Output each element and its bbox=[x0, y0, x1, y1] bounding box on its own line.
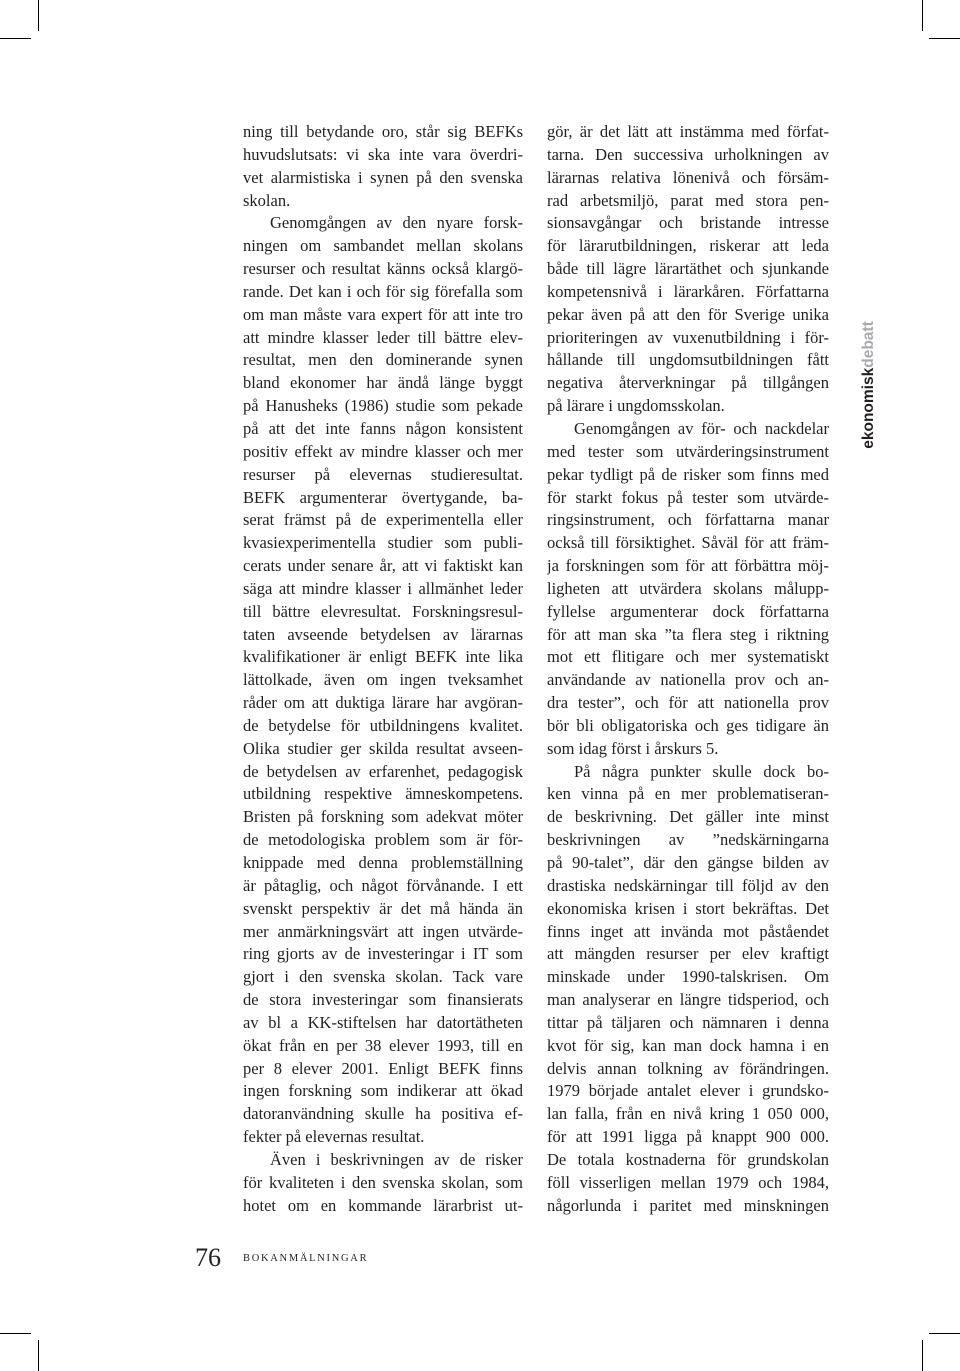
text-line: rad arbetsmiljö, parat med stora pen- bbox=[547, 190, 829, 210]
text-line: 1979 började antalet elever i grundsko- bbox=[547, 1081, 829, 1101]
text-line: någorlunda i paritet med minskningen bbox=[547, 1195, 829, 1215]
text-line: beskrivningen av ”nedskärningarna bbox=[547, 830, 829, 850]
text-line: de beskrivning. Det gäller inte minst bbox=[547, 807, 829, 827]
text-line: råder om att duktiga lärare har avgöran- bbox=[243, 693, 523, 713]
text-line: på att det inte fanns någon konsistent bbox=[243, 418, 523, 438]
text-line: positiv effekt av mindre klasser och mer bbox=[243, 441, 523, 461]
text-line: kompetensnivå i lärarkåren. Författarna bbox=[547, 281, 829, 301]
text-line: skolan. bbox=[243, 190, 291, 210]
journal-logo-part1: ekonomisk bbox=[860, 367, 877, 449]
text-line: med tester som utvärderingsinstrument bbox=[547, 441, 829, 461]
text-line: pekar tydligt på de risker som finns med bbox=[547, 464, 829, 484]
text-line: Olika studier ger skilda resultat avseen- bbox=[243, 738, 523, 758]
text-line: för starkt fokus på tester som utvärde- bbox=[547, 487, 829, 507]
text-line: hotet om en kommande lärarbrist ut- bbox=[243, 1195, 523, 1215]
text-line: drastiska nedskärningar till följd av den bbox=[547, 875, 829, 895]
text-line: fyllelse argumenterar dock författarna bbox=[547, 601, 829, 621]
crop-mark bbox=[0, 38, 31, 39]
text-line: tittar på täljaren och nämnaren i denna bbox=[547, 1012, 829, 1032]
text-line: för kvaliteten i den svenska skolan, som bbox=[243, 1172, 523, 1192]
text-line: till bättre elevresultat. Forskningsresul- bbox=[243, 601, 523, 621]
crop-mark bbox=[929, 38, 960, 39]
text-line: minskade under 1990-talskrisen. Om bbox=[547, 967, 829, 987]
text-line: de metodologiska problem som är för- bbox=[243, 830, 523, 850]
text-line: bör bli obligatoriska och ges tidigare än bbox=[547, 715, 829, 735]
text-line: ken vinna på en mer problematiseran- bbox=[547, 784, 829, 804]
text-line: På några punkter skulle dock bo- bbox=[574, 761, 829, 781]
section-label: BOKANMÄLNINGAR bbox=[243, 1253, 369, 1264]
text-line: ning till betydande oro, står sig BEFKs bbox=[243, 122, 523, 141]
text-line: är påtaglig, och något förvånande. I ett bbox=[243, 875, 523, 895]
text-line: de betydelse för utbildningens kvalitet. bbox=[243, 715, 523, 735]
text-line: BEFK argumenterar övertygande, ba- bbox=[243, 487, 523, 507]
text-line: resultat, men den dominerande synen bbox=[243, 350, 523, 370]
text-line: sionsavgångar och bristande intresse bbox=[547, 213, 829, 233]
text-line: knippade med denna problemställning bbox=[243, 853, 523, 872]
text-line: föll visserligen mellan 1979 och 1984, bbox=[547, 1172, 829, 1192]
text-line: ligheten att utvärdera skolans målupp- bbox=[547, 578, 829, 598]
text-line: gjort i den svenska skolan. Tack vare bbox=[243, 967, 523, 987]
text-line: av bl a KK-stiftelsen har datortätheten bbox=[243, 1012, 523, 1032]
crop-mark bbox=[922, 0, 923, 31]
journal-logo bbox=[858, 315, 880, 455]
text-line: mer anmärkningsvärt att ingen utvärde- bbox=[243, 921, 523, 941]
text-line: serat främst på de experimentella eller bbox=[243, 510, 523, 530]
text-column-right bbox=[547, 121, 829, 1218]
text-line: de stora investeringar som finansierats bbox=[243, 990, 523, 1010]
text-line: prioriteringen av vuxenutbildning i för- bbox=[547, 327, 829, 347]
text-line: för att 1991 ligga på knappt 900 000. bbox=[547, 1127, 829, 1147]
text-line: delvis annan tolkning av förändringen. bbox=[547, 1058, 829, 1078]
text-line: kvot för sig, kan man dock hamna i en bbox=[547, 1035, 829, 1055]
text-line: ingen forskning som indikerar att ökad bbox=[243, 1081, 523, 1101]
text-line: om man måste vara expert för att inte tro bbox=[243, 304, 523, 324]
text-line: ringsinstrument, och författarna manar bbox=[547, 510, 829, 530]
text-line: också till försiktighet. Såväl för att främ- bbox=[547, 533, 829, 553]
text-line: bland ekonomer har ändå länge byggt bbox=[243, 373, 523, 393]
text-line: finns inget att invända mot påståendet bbox=[547, 921, 829, 941]
text-line: de betydelsen av erfarenhet, pedagogisk bbox=[243, 761, 523, 781]
text-line: dra tester”, och för att nationella prov bbox=[547, 693, 829, 713]
text-line: både till lägre lärartäthet och sjunkande bbox=[547, 259, 829, 279]
text-line: man analyserar en längre tidsperiod, och bbox=[547, 990, 829, 1010]
text-line: utbildning respektive ämneskompetens. bbox=[243, 784, 523, 804]
text-line: att mindre klasser leder till bättre elev- bbox=[243, 327, 523, 347]
text-line: kvalifikationer är enligt BEFK inte lika bbox=[243, 647, 523, 667]
text-line: vet alarmistiska i synen på den svenska bbox=[243, 167, 523, 187]
text-line: ningen om sambandet mellan skolans bbox=[243, 236, 523, 256]
text-line: datoranvändning skulle ha positiva ef- bbox=[243, 1104, 523, 1124]
text-line: ring gjorts av de investeringar i IT som bbox=[243, 944, 523, 964]
text-line: Även i beskrivningen av de risker bbox=[270, 1149, 523, 1169]
text-line: Genomgången av den nyare forsk- bbox=[270, 213, 523, 233]
text-line: huvudslutsats: vi ska inte vara överdri- bbox=[243, 144, 523, 164]
text-line: pekar även på att den för Sverige unika bbox=[547, 304, 829, 324]
text-line: lärarnas relativa lönenivå och försäm- bbox=[547, 167, 829, 187]
text-line: på 90-talet”, där den gängse bilden av bbox=[547, 853, 829, 872]
text-line: taten avseende betydelsen av lärarnas bbox=[243, 624, 523, 644]
text-line: svenskt perspektiv är det må hända än bbox=[243, 898, 523, 918]
text-line: lättolkade, även om ingen tveksamhet bbox=[243, 670, 523, 690]
page-number: 76 bbox=[195, 1243, 221, 1272]
text-line: ökat från en per 38 elever 1993, till en bbox=[243, 1035, 523, 1055]
text-line: rande. Det kan i och för sig förefalla som bbox=[243, 281, 523, 301]
text-line: som idag först i årskurs 5. bbox=[547, 738, 719, 758]
text-line: på lärare i ungdomsskolan. bbox=[547, 396, 725, 416]
text-line: mot ett flitigare och mer systematiskt bbox=[547, 647, 829, 667]
text-line: för att man ska ”ta flera steg i riktning bbox=[547, 624, 829, 644]
text-line: gör, är det lätt att instämma med förfat- bbox=[547, 122, 829, 141]
text-line: på Hanusheks (1986) studie som pekade bbox=[243, 396, 523, 416]
journal-logo-part2: debatt bbox=[860, 321, 877, 368]
crop-mark bbox=[38, 1340, 39, 1371]
crop-mark bbox=[0, 1333, 31, 1334]
text-line: lan falla, från en nivå kring 1 050 000, bbox=[547, 1104, 829, 1124]
crop-mark bbox=[922, 1340, 923, 1371]
text-line: Genomgången av för- och nackdelar bbox=[574, 418, 829, 438]
crop-mark bbox=[929, 1333, 960, 1334]
text-line: kvasiexperimentella studier som publi- bbox=[243, 533, 523, 553]
text-line: tarna. Den successiva urholkningen av bbox=[547, 144, 829, 164]
text-line: Bristen på forskning som adekvat möter bbox=[243, 807, 523, 827]
text-line: för lärarutbildningen, riskerar att leda bbox=[547, 236, 829, 256]
crop-mark bbox=[38, 0, 39, 31]
text-line: resurser och resultat känns också klargö- bbox=[243, 259, 523, 279]
text-line: resurser på elevernas studieresultat. bbox=[243, 464, 523, 484]
text-column-left bbox=[243, 121, 523, 1218]
text-line: ekonomiska krisen i stort bekräftas. Det bbox=[547, 898, 829, 918]
text-line: hållande till ungdomsutbildningen fått bbox=[547, 350, 829, 370]
text-line: användande av nationella prov och an- bbox=[547, 670, 829, 690]
text-line: De totala kostnaderna för grundskolan bbox=[547, 1149, 829, 1169]
text-line: ja forskningen som för att förbättra möj- bbox=[547, 556, 829, 576]
text-line: negativa återverkningar på tillgången bbox=[547, 373, 829, 393]
text-line: per 8 elever 2001. Enligt BEFK finns bbox=[243, 1058, 523, 1078]
text-line: fekter på elevernas resultat. bbox=[243, 1127, 425, 1147]
text-line: säga att mindre klasser i allmänhet leder bbox=[243, 578, 523, 598]
text-line: att mängden resurser per elev kraftigt bbox=[547, 944, 829, 964]
text-line: cerats under senare år, att vi faktiskt kan bbox=[243, 556, 523, 576]
